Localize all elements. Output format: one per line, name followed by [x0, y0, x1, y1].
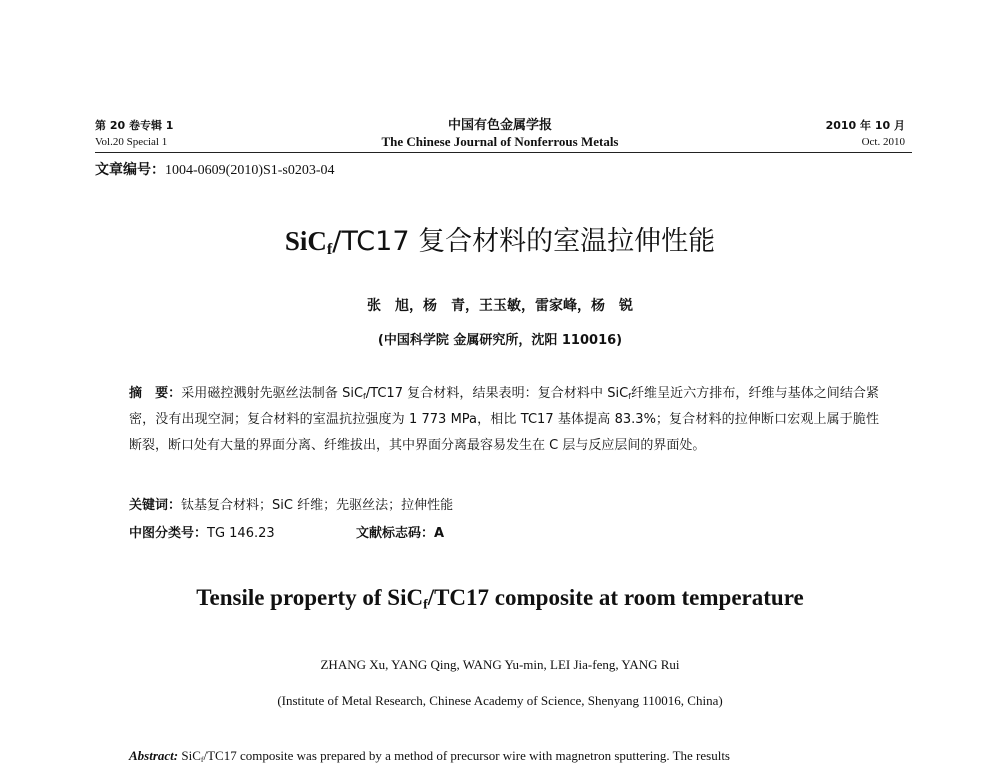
title-en-subscript: f — [423, 596, 428, 612]
abstract-en-subscript: f — [200, 754, 204, 764]
affiliation-zh: (中国科学院 金属研究所，沈阳 110016) — [377, 333, 623, 348]
title-en — [0, 585, 1000, 611]
title-zh-rest: /TC17 复合材料的室温拉伸性能 — [332, 226, 716, 257]
header-date-en: Oct. 2010 — [861, 136, 905, 148]
abstract-en-label: Abstract: — [129, 748, 179, 763]
document-code-value: A — [434, 526, 445, 541]
header-rule — [95, 152, 912, 153]
abstract-en — [129, 748, 730, 764]
abstract-zh-sub-1: f — [363, 391, 366, 401]
article-number — [95, 159, 335, 179]
abstract-zh — [129, 381, 879, 459]
header-journal-en: The Chinese Journal of Nonferrous Metals — [381, 134, 619, 149]
header-volume-zh: 第 20 卷专辑 1 — [95, 119, 174, 132]
document-code — [356, 522, 444, 541]
abstract-zh-sub-2: f — [628, 391, 631, 401]
article-number-value: 1004-0609(2010)S1-s0203-04 — [165, 163, 335, 178]
header-date-zh: 2010 年 10 月 — [825, 119, 905, 132]
authors-en: ZHANG Xu, YANG Qing, WANG Yu-min, LEI Jia-feng, YANG Rui — [320, 657, 680, 672]
keywords-zh-label: 关键词： — [129, 498, 182, 513]
abstract-zh-text-3: 纤维呈近六方排布，纤维与基体之间结合紧密，没有出现空洞；复合材料的室温抗拉强度为 1 773 MPa，相比 TC17 基体提高 83.3%；复合材料的拉伸断口宏观上属于脆性断裂，断口处有大量的界面分离、纤维拔出，其中界面分离最容易发生在 C 层与反应层间的界面处。 — [129, 386, 879, 453]
header-volume-en: Vol.20 Special 1 — [95, 136, 168, 148]
abstract-en-text-2: /TC17 composite was prepared by a method of precursor wire with magnetron sputtering. The results — [203, 748, 730, 763]
clc-label: 中图分类号： — [129, 526, 208, 541]
title-en-text-2: /TC17 composite at room temperature — [427, 585, 804, 610]
abstract-zh-text-2: /TC17 复合材料，结果表明：复合材料中 SiC — [365, 386, 629, 401]
article-number-label: 文章编号： — [95, 162, 165, 178]
authors-zh: 张 旭，杨 青，王玉敏，雷家峰，杨 锐 — [367, 298, 633, 314]
clc-value: TG 146.23 — [207, 526, 275, 541]
title-zh — [0, 219, 1000, 258]
header-journal-zh: 中国有色金属学报 — [447, 118, 552, 133]
title-en-text-1: Tensile property of SiC — [196, 585, 424, 610]
abstract-zh-label: 摘 要： — [129, 386, 182, 401]
clc-number — [129, 522, 275, 541]
abstract-en-text-1: SiC — [178, 748, 201, 763]
abstract-zh-text-1: 采用磁控溅射先驱丝法制备 SiC — [181, 386, 364, 401]
affiliation-en: (Institute of Metal Research, Chinese Academy of Science, Shenyang 110016, China) — [277, 693, 723, 708]
document-code-label: 文献标志码： — [356, 526, 435, 541]
keywords-zh — [129, 494, 453, 513]
title-zh-sic: SiC — [284, 226, 327, 256]
title-zh-subscript: f — [326, 240, 333, 259]
keywords-zh-text: 钛基复合材料；SiC 纤维；先驱丝法；拉伸性能 — [181, 498, 454, 513]
